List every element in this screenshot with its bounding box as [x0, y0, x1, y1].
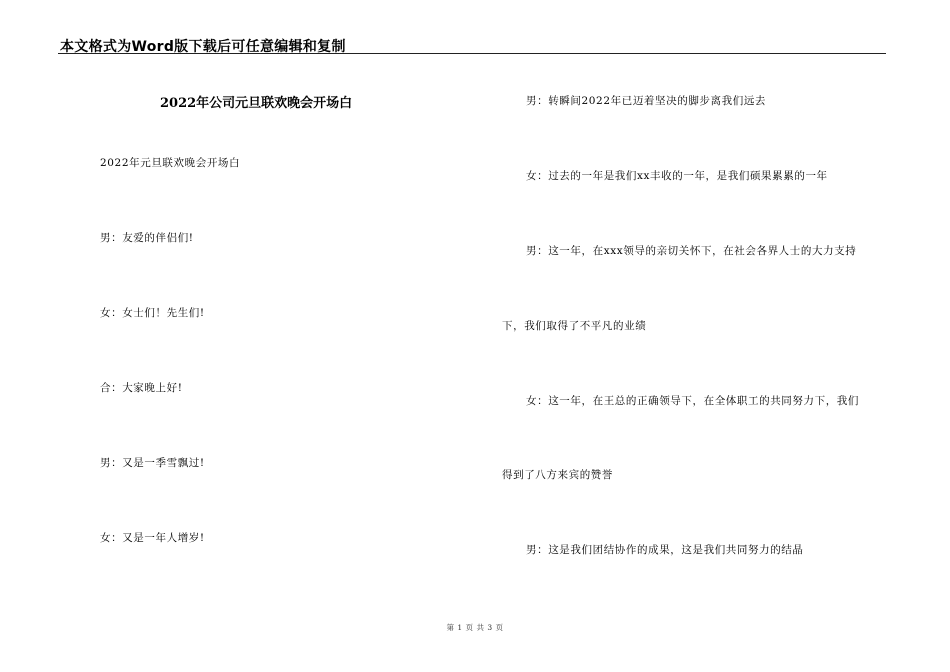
document-title: 2022年公司元旦联欢晚会开场白 — [160, 96, 353, 111]
page-number-footer: 第 1 页 共 3 页 — [446, 623, 504, 632]
header-divider — [58, 53, 886, 54]
right-line-5: 女：这一年，在王总的正确领导下，在全体职工的共同努力下，我们 — [526, 395, 859, 407]
right-line-4: 下，我们取得了不平凡的业绩 — [502, 320, 647, 332]
left-line-1: 2022年元旦联欢晚会开场白 — [100, 157, 241, 169]
right-line-6: 得到了八方来宾的赞誉 — [502, 469, 613, 481]
left-line-6: 女：又是一年人增岁! — [100, 532, 205, 544]
right-line-1: 男：转瞬间2022年已迈着坚决的脚步离我们远去 — [526, 95, 767, 107]
left-line-4: 合：大家晚上好! — [100, 382, 183, 394]
left-line-3: 女：女士们！先生们! — [100, 307, 205, 319]
left-line-2: 男：友爱的伴侣们! — [100, 232, 194, 244]
right-line-3: 男：这一年，在xxx领导的亲切关怀下，在社会各界人士的大力支持 — [526, 245, 857, 257]
right-line-2: 女：过去的一年是我们xx丰收的一年，是我们硕果累累的一年 — [526, 170, 828, 182]
left-line-5: 男：又是一季雪飘过! — [100, 457, 205, 469]
page-header-text: 本文格式为Word版下载后可任意编辑和复制 — [60, 39, 346, 55]
right-line-7: 男：这是我们团结协作的成果，这是我们共同努力的结晶 — [526, 544, 804, 556]
